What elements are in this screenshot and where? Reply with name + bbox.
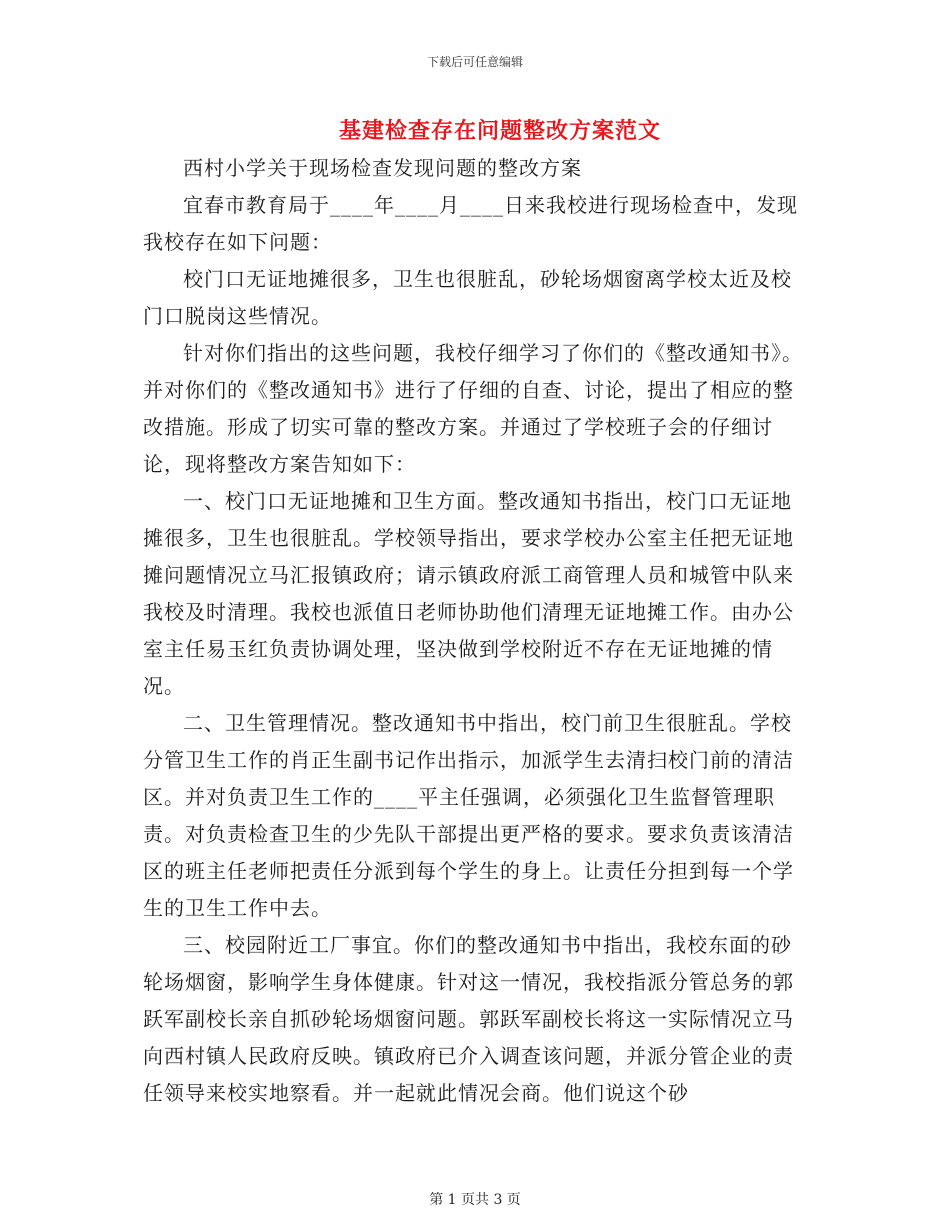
paragraph: 针对你们指出的这些问题，我校仔细学习了你们的《整改通知书》。并对你们的《整改通知书》进行了仔细的自查、讨论，提出了相应的整改措施。形成了切实可靠的整改方案。并通过了学校班子会的仔细讨论，现将整改方案告知如下： [143,341,803,476]
paragraph: 一、校门口无证地摊和卫生方面。整改通知书指出，校门口无证地摊很多，卫生也很脏乱。学校领导指出，要求学校办公室主任把无证地摊问题情况立马汇报镇政府；请示镇政府派工商管理人员和城管中队来我校及时清理。我校也派值日老师协助他们清理无证地摊工作。由办公室主任易玉红负责协调处理，坚决做到学校附近不存在无证地摊的情况。 [143,489,794,698]
paragraph: 二、卫生管理情况。整改通知书中指出，校门前卫生很脏乱。学校分管卫生工作的肖正生副书记作出指示，加派学生去清扫校门前的清洁区。并对负责卫生工作的____平主任强调，必须强化卫生监督管理职责。对负责检查卫生的少先队干部提出更严格的要求。要求负责该清洁区的班主任老师把责任分派到每个学生的身上。让责任分担到每一个学生的卫生工作中去。 [143,711,794,920]
paragraph: 校门口无证地摊很多，卫生也很脏乱，砂轮场烟窗离学校太近及校门口脱岗这些情况。 [143,267,792,328]
paragraph: 三、校园附近工厂事宜。你们的整改通知书中指出，我校东面的砂轮场烟窗，影响学生身体健康。针对这一情况，我校指派分管总务的郭跃军副校长亲自抓砂轮场烟窗问题。郭跃军副校长将这一实际情况立马向西村镇人民政府反映。镇政府已介入调查该问题，并派分管企业的责任领导来校实地察看。并一起就此情况会商。他们说这个砂 [143,933,794,1105]
page-number: 第 1 页共 3 页 [429,1192,521,1208]
document-title: 基建检查存在问题整改方案范文 [338,118,661,144]
page-header: 下载后可任意编辑 [426,55,523,69]
paragraph: 西村小学关于现场检查发现问题的整改方案 [183,156,582,180]
paragraph: 宜春市教育局于____年____月____日来我校进行现场检查中，发现我校存在如下问题： [143,193,798,254]
document-body [143,150,810,1112]
